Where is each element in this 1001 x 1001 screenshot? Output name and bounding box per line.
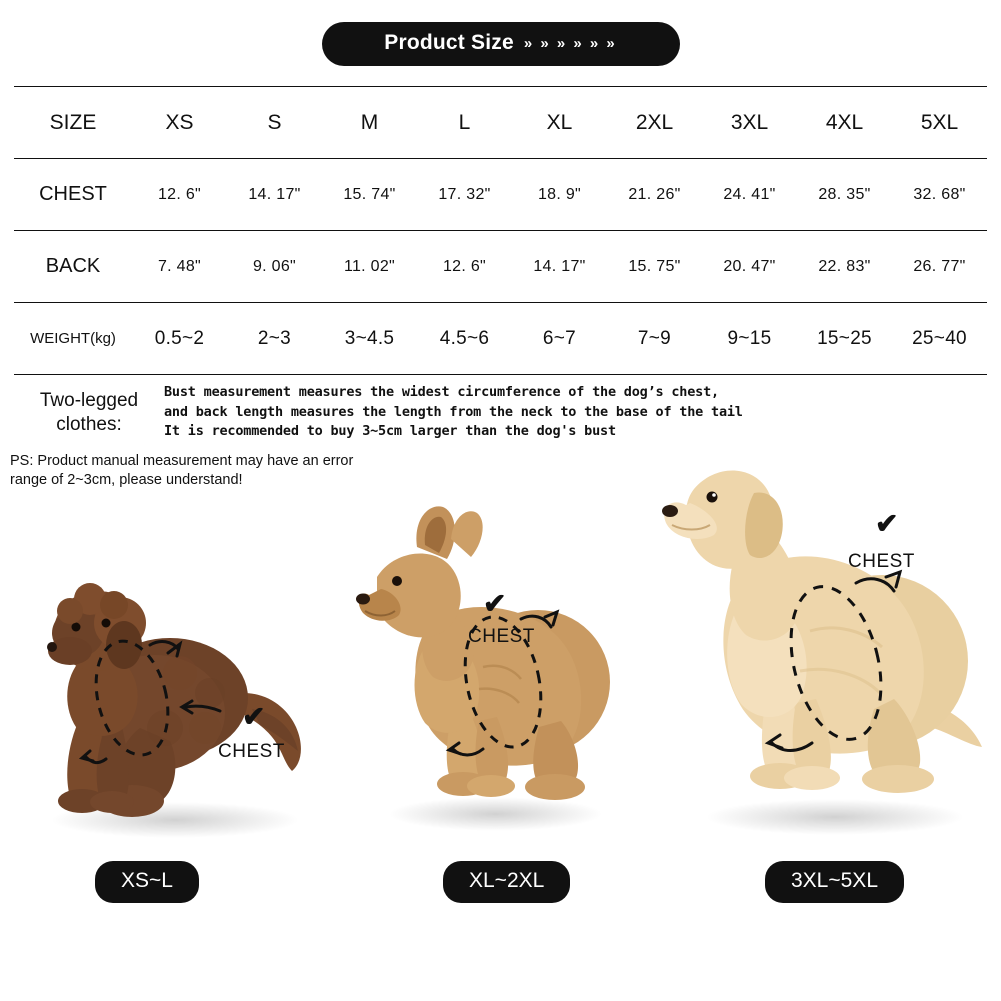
table-cell: 17. 32" [417,159,512,231]
row-header-chest: CHEST [14,159,132,231]
size-badge-xl-2xl[interactable]: XL~2XL [443,861,570,903]
table-cell: 11. 02" [322,231,417,303]
table-cell: 15~25 [797,303,892,375]
dog-illustrations [0,493,1001,913]
row-header-back: BACK [14,231,132,303]
dog-panel-xs-l [20,493,340,913]
check-icon: ✔ [242,700,266,732]
table-cell: 25~40 [892,303,987,375]
check-icon: ✔ [875,507,899,539]
table-cell: 9~15 [702,303,797,375]
table-row-size [14,87,987,159]
table-cell: 3XL [702,87,797,159]
size-table [14,86,987,375]
table-cell: 6~7 [512,303,607,375]
row-header-weight: WEIGHT(kg) [14,303,132,375]
table-cell: 4.5~6 [417,303,512,375]
instruction-line-3: It is recommended to buy 3~5cm larger than the dog's bust [164,423,616,440]
size-badge-xs-l[interactable]: XS~L [95,861,199,903]
french-bulldog-illustration [333,477,663,837]
golden-retriever-illustration [650,431,990,841]
table-cell: 7~9 [607,303,702,375]
table-cell: 4XL [797,87,892,159]
poodle-illustration [20,513,340,843]
table-cell: 28. 35" [797,159,892,231]
table-cell: 15. 74" [322,159,417,231]
size-badge-3xl-5xl[interactable]: 3XL~5XL [765,861,904,903]
table-cell: 32. 68" [892,159,987,231]
table-cell: 2~3 [227,303,322,375]
table-cell: 3~4.5 [322,303,417,375]
table-cell: 15. 75" [607,231,702,303]
instruction-line-1: Bust measurement measures the widest circumference of the dog’s chest, [164,384,719,400]
chevron-right-icon: » » » » » » [523,34,617,52]
table-cell: L [417,87,512,159]
table-cell: 5XL [892,87,987,159]
size-table-container [0,86,1001,375]
table-cell: S [227,87,322,159]
ps-line-2: range of 2~3cm, please understand! [10,472,243,489]
instruction-line-2: and back length measures the length from the neck to the base of the tail [164,403,743,420]
chest-label-xs-l: CHEST [218,740,285,762]
check-icon: ✔ [483,587,507,619]
product-size-title-pill [322,22,680,66]
table-cell: 12. 6" [132,159,227,231]
table-cell: 20. 47" [702,231,797,303]
table-cell: 14. 17" [227,159,322,231]
table-row-back [14,231,987,303]
table-row-chest [14,159,987,231]
table-cell: XS [132,87,227,159]
table-cell: 0.5~2 [132,303,227,375]
table-cell: 24. 41" [702,159,797,231]
table-cell: M [322,87,417,159]
table-cell: 14. 17" [512,231,607,303]
header [0,0,1001,66]
table-cell: 22. 83" [797,231,892,303]
dog-panel-xl-2xl [333,493,663,913]
chest-label-xl-2xl: CHEST [468,625,535,647]
table-row-weight [14,303,987,375]
ps-line-1: PS: Product manual measurement may have an error [10,452,354,469]
table-cell: 18. 9" [512,159,607,231]
table-cell: 26. 77" [892,231,987,303]
two-legged-clothes-label: Two-legged clothes: [39,390,139,435]
table-cell: XL [512,87,607,159]
table-cell: 21. 26" [607,159,702,231]
row-header-size: SIZE [14,87,132,159]
chest-label-3xl-5xl: CHEST [848,550,915,572]
table-cell: 2XL [607,87,702,159]
table-cell: 7. 48" [132,231,227,303]
dog-panel-3xl-5xl [650,493,990,913]
page-title: Product Size [384,31,514,54]
table-cell: 12. 6" [417,231,512,303]
table-cell: 9. 06" [227,231,322,303]
